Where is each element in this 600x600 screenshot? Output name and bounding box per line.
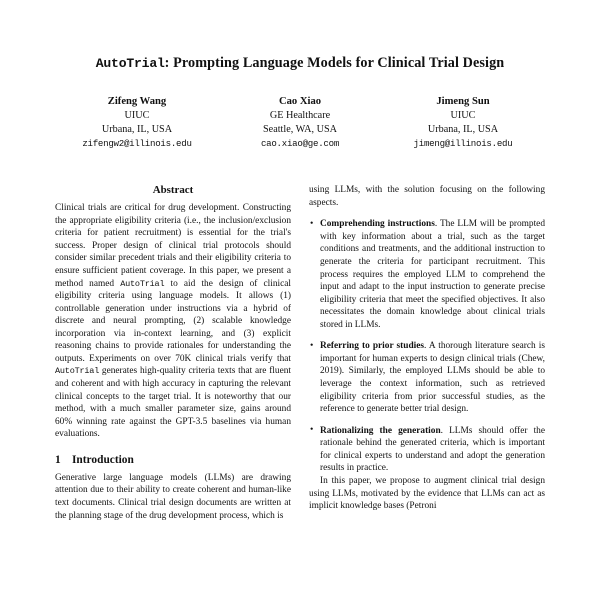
page-title bbox=[55, 0, 545, 73]
bullet-body: . The LLM will be prompted with key information about a trial, such as the target conditions and treatments, and the additional instruction to generate the criteria for participant recruitment. This process requires the employed LLM to comprehend the input and adapt to the input instruction to generate precise eligibility criteria that meet the specified objectives. It also necessitates the domain knowledge about clinical trials stored in LLMs. bbox=[320, 219, 546, 330]
abstract-part-2: to aid the design of clinical eligibility criteria using language models. It allows (1) controllable generation under instructions via a hybrid of discrete and neural prompting, (2) scalable knowledge incorporation via in-context learning, and (3) explicit reasoning chains to provide rationales for understanding the outputs. Experiments on over 70K clinical trials verify that bbox=[55, 278, 291, 364]
closing-paragraph: In this paper, we propose to augment clinical trial design using LLMs, motivated by the evidence that LLMs can act as implicit knowledge bases (Petroni bbox=[309, 475, 545, 512]
author-affiliation: UIUC bbox=[450, 109, 476, 121]
bullet-lead-in: Referring to prior studies bbox=[320, 341, 425, 352]
bullet-lead-in: Rationalizing the generation bbox=[320, 425, 441, 436]
bullet-dot-icon: • bbox=[310, 425, 314, 436]
bullet-lead-in: Comprehending instructions bbox=[320, 219, 435, 230]
bullet-body: . A thorough literature search is important for human experts to design clinical trials (Chew, 2019). Similarly, the employed LLMs should be able to leverage the context information, such as retrieved eligibility criteria from prior successful studies, as the reference to generate better trial design. bbox=[320, 341, 545, 415]
two-column-body bbox=[55, 184, 545, 522]
list-item bbox=[309, 218, 545, 331]
list-item bbox=[309, 340, 545, 415]
section-number: 1 bbox=[55, 453, 61, 466]
list-item bbox=[309, 425, 545, 475]
abstract-part-3: generates high-quality criteria texts that are fluent and coherent and with high accuracy in capturing the relevant clinical concepts to the target trial. It is noteworthy that our method, with a much smaller parameter size, gains around 60% winning rate against the GPT-3.5 baselines via human evaluations. bbox=[55, 366, 291, 440]
section-title: Introduction bbox=[72, 453, 134, 466]
abstract-text bbox=[55, 202, 291, 441]
abstract-method-mention: AutoTrial bbox=[120, 278, 165, 289]
title-method-name: AutoTrial bbox=[95, 56, 165, 71]
continuation-paragraph: using LLMs, with the solution focusing on the following aspects. bbox=[309, 185, 545, 208]
author-block bbox=[55, 94, 545, 151]
right-column bbox=[309, 184, 545, 513]
author-location: Urbana, IL, USA bbox=[101, 124, 173, 136]
author-affiliation: GE Healthcare bbox=[269, 109, 331, 121]
introduction-paragraph: Generative large language models (LLMs) are drawing attention due to their ability to create coherent and human-like text documents. Clinical trial design documents are written at the planning stage of the drug development process, which is bbox=[55, 472, 291, 521]
author-email[interactable]: zifengw2@illinois.edu bbox=[82, 138, 192, 150]
bullet-dot-icon: • bbox=[310, 218, 314, 229]
author-location: Urbana, IL, USA bbox=[427, 124, 499, 136]
aspect-bullet-list bbox=[309, 218, 545, 475]
bullet-dot-icon: • bbox=[310, 340, 314, 351]
abstract-heading: Abstract bbox=[152, 184, 194, 197]
abstract-part-1: Clinical trials are critical for drug development. Constructing the appropriate eligibility criteria (i.e., the inclusion/exclusion criteria for patient recruitment) is essential for the trial's success. Proper design of clinical trial protocols should consider similar precedent trials and their eligibility criteria to ensure sufficient patient coverage. In this paper, we present a method named bbox=[55, 203, 291, 289]
author-name: Cao Xiao bbox=[278, 95, 322, 107]
title-remainder: : Prompting Language Models for Clinical Trial Design bbox=[164, 55, 505, 71]
section-heading-introduction bbox=[55, 454, 291, 466]
author-affiliation: UIUC bbox=[124, 109, 150, 121]
bullet-body: . LLMs should offer the rationale behind the generated criteria, which is important for clinical experts to understand and adopt the generation results in practice. bbox=[320, 425, 546, 474]
author-entry bbox=[382, 94, 545, 151]
author-email[interactable]: jimeng@illinois.edu bbox=[413, 138, 513, 150]
author-location: Seattle, WA, USA bbox=[263, 124, 337, 136]
author-name: Zifeng Wang bbox=[107, 95, 167, 107]
author-email[interactable]: cao.xiao@ge.com bbox=[260, 138, 340, 150]
abstract-method-mention: AutoTrial bbox=[55, 366, 100, 377]
author-name: Jimeng Sun bbox=[436, 95, 490, 107]
author-entry bbox=[219, 94, 382, 151]
left-column bbox=[55, 184, 291, 522]
author-entry bbox=[56, 94, 219, 151]
